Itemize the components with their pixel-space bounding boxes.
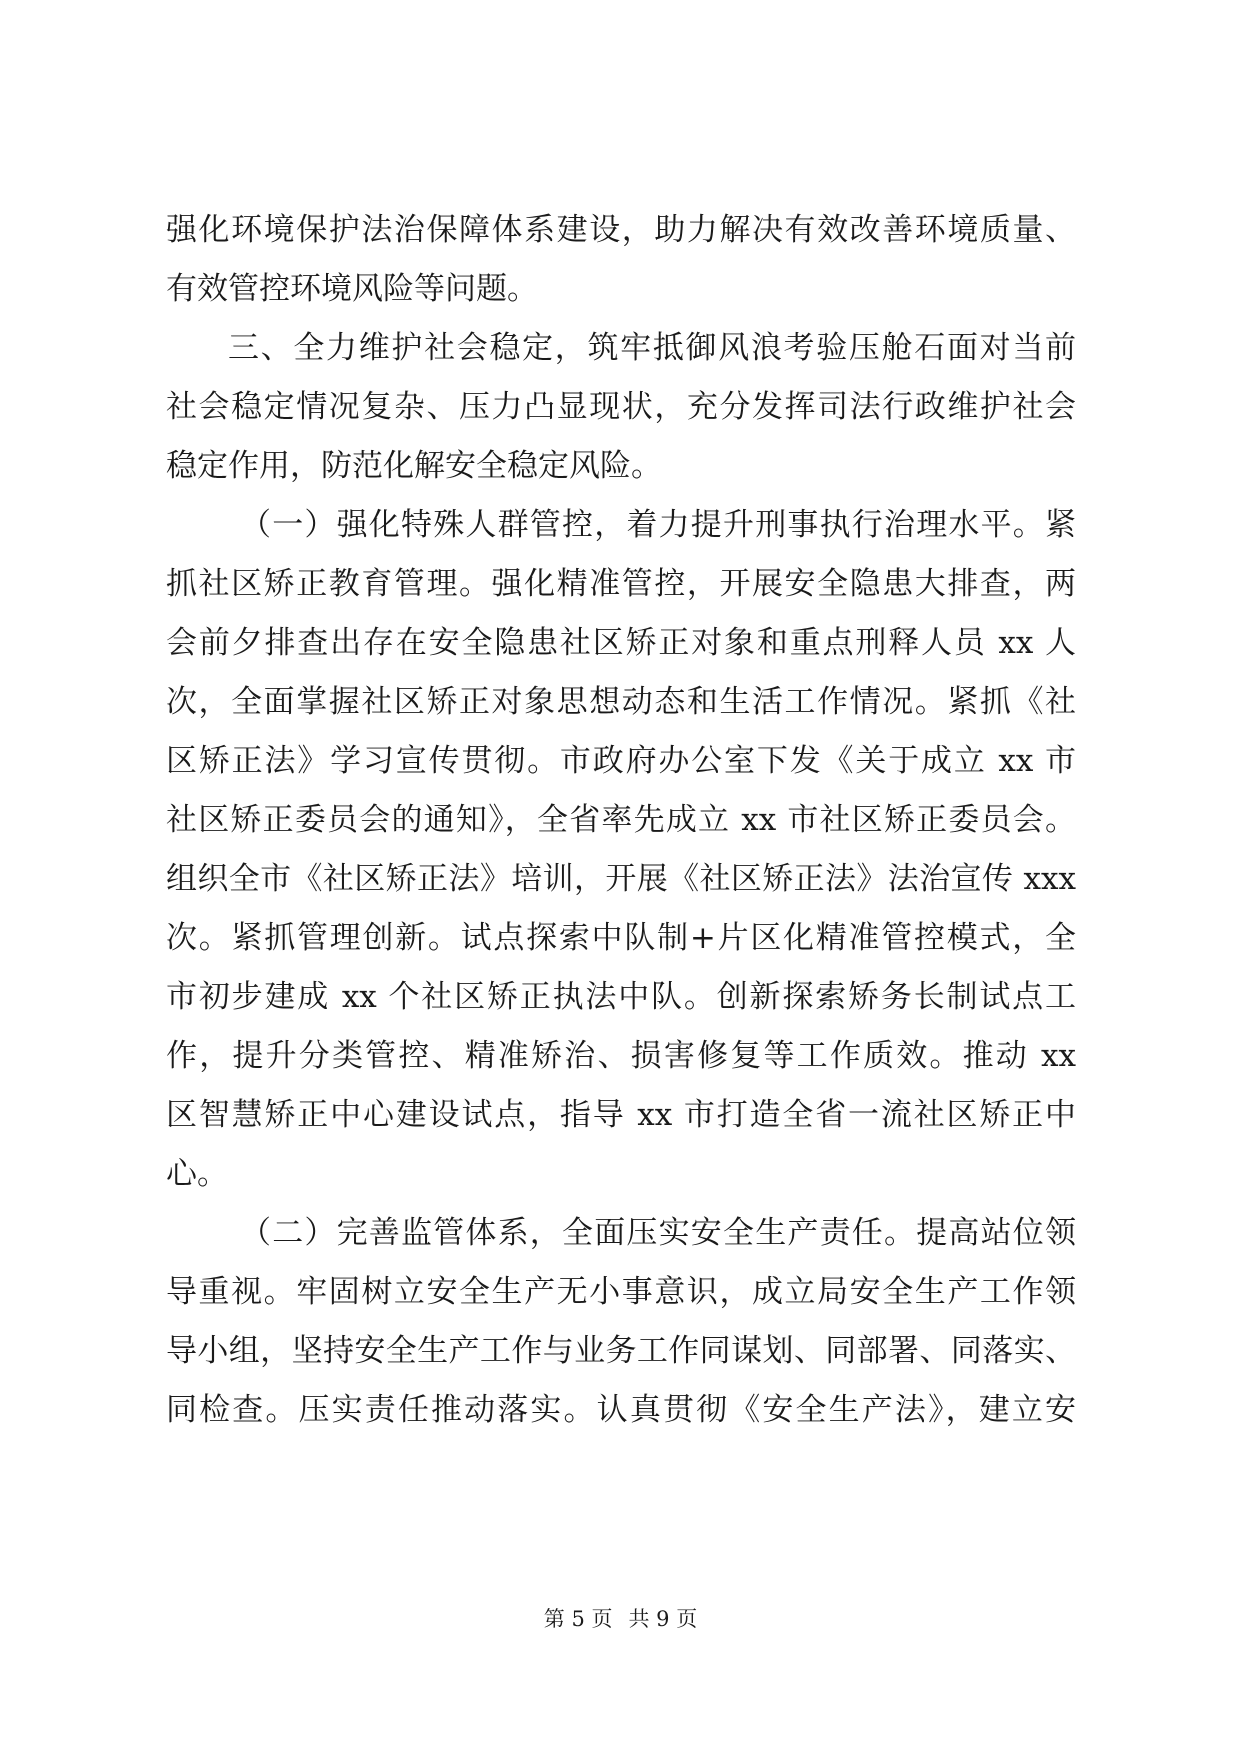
page-footer <box>0 1606 1241 1632</box>
section-heading-3: 三、全力维护社会稳定，筑牢抵御风浪考验压舱石面对当前 <box>228 330 1076 366</box>
subsection-heading-1: （一）强化特殊人群管控，着力提升刑事执行治理水平。紧 <box>240 507 1076 543</box>
text-line-17: 心。 <box>166 1156 228 1192</box>
text-line-13: 次。紧抓管理创新。试点探索中队制+片区化精准管控模式，全 <box>166 920 1076 956</box>
text-line-14: 市初步建成 xx 个社区矫正执法中队。创新探索矫务长制试点工 <box>166 979 1076 1015</box>
text-line-8: 会前夕排查出存在安全隐患社区矫正对象和重点刑释人员 xx 人 <box>166 625 1076 661</box>
text-line-20: 导小组，坚持安全生产工作与业务工作同谋划、同部署、同落实、 <box>166 1333 1076 1369</box>
page-total: 共 9 页 <box>628 1607 698 1631</box>
subsection-heading-2: （二）完善监管体系，全面压实安全生产责任。提高站位领 <box>240 1215 1076 1251</box>
text-line-9: 次，全面掌握社区矫正对象思想动态和生活工作情况。紧抓《社 <box>166 684 1076 720</box>
text-line-10: 区矫正法》学习宣传贯彻。市政府办公室下发《关于成立 xx 市 <box>166 743 1076 779</box>
text-line-11: 社区矫正委员会的通知》，全省率先成立 xx 市社区矫正委员会。 <box>166 802 1076 838</box>
text-line-21: 同检查。压实责任推动落实。认真贯彻《安全生产法》，建立安 <box>166 1392 1076 1428</box>
text-line-1: 强化环境保护法治保障体系建设，助力解决有效改善环境质量、 <box>166 212 1076 248</box>
text-line-7: 抓社区矫正教育管理。强化精准管控，开展安全隐患大排查，两 <box>166 566 1076 602</box>
text-line-15: 作，提升分类管控、精准矫治、损害修复等工作质效。推动 xx <box>166 1038 1076 1074</box>
text-line-5: 稳定作用，防范化解安全稳定风险。 <box>166 448 662 484</box>
text-line-2: 有效管控环境风险等问题。 <box>166 271 538 307</box>
text-line-16: 区智慧矫正中心建设试点，指导 xx 市打造全省一流社区矫正中 <box>166 1097 1076 1133</box>
page-number: 第 5 页 <box>543 1607 613 1631</box>
text-line-19: 导重视。牢固树立安全生产无小事意识，成立局安全生产工作领 <box>166 1274 1076 1310</box>
text-line-12: 组织全市《社区矫正法》培训，开展《社区矫正法》法治宣传 xxx <box>166 861 1076 897</box>
text-line-4: 社会稳定情况复杂、压力凸显现状，充分发挥司法行政维护社会 <box>166 389 1076 425</box>
